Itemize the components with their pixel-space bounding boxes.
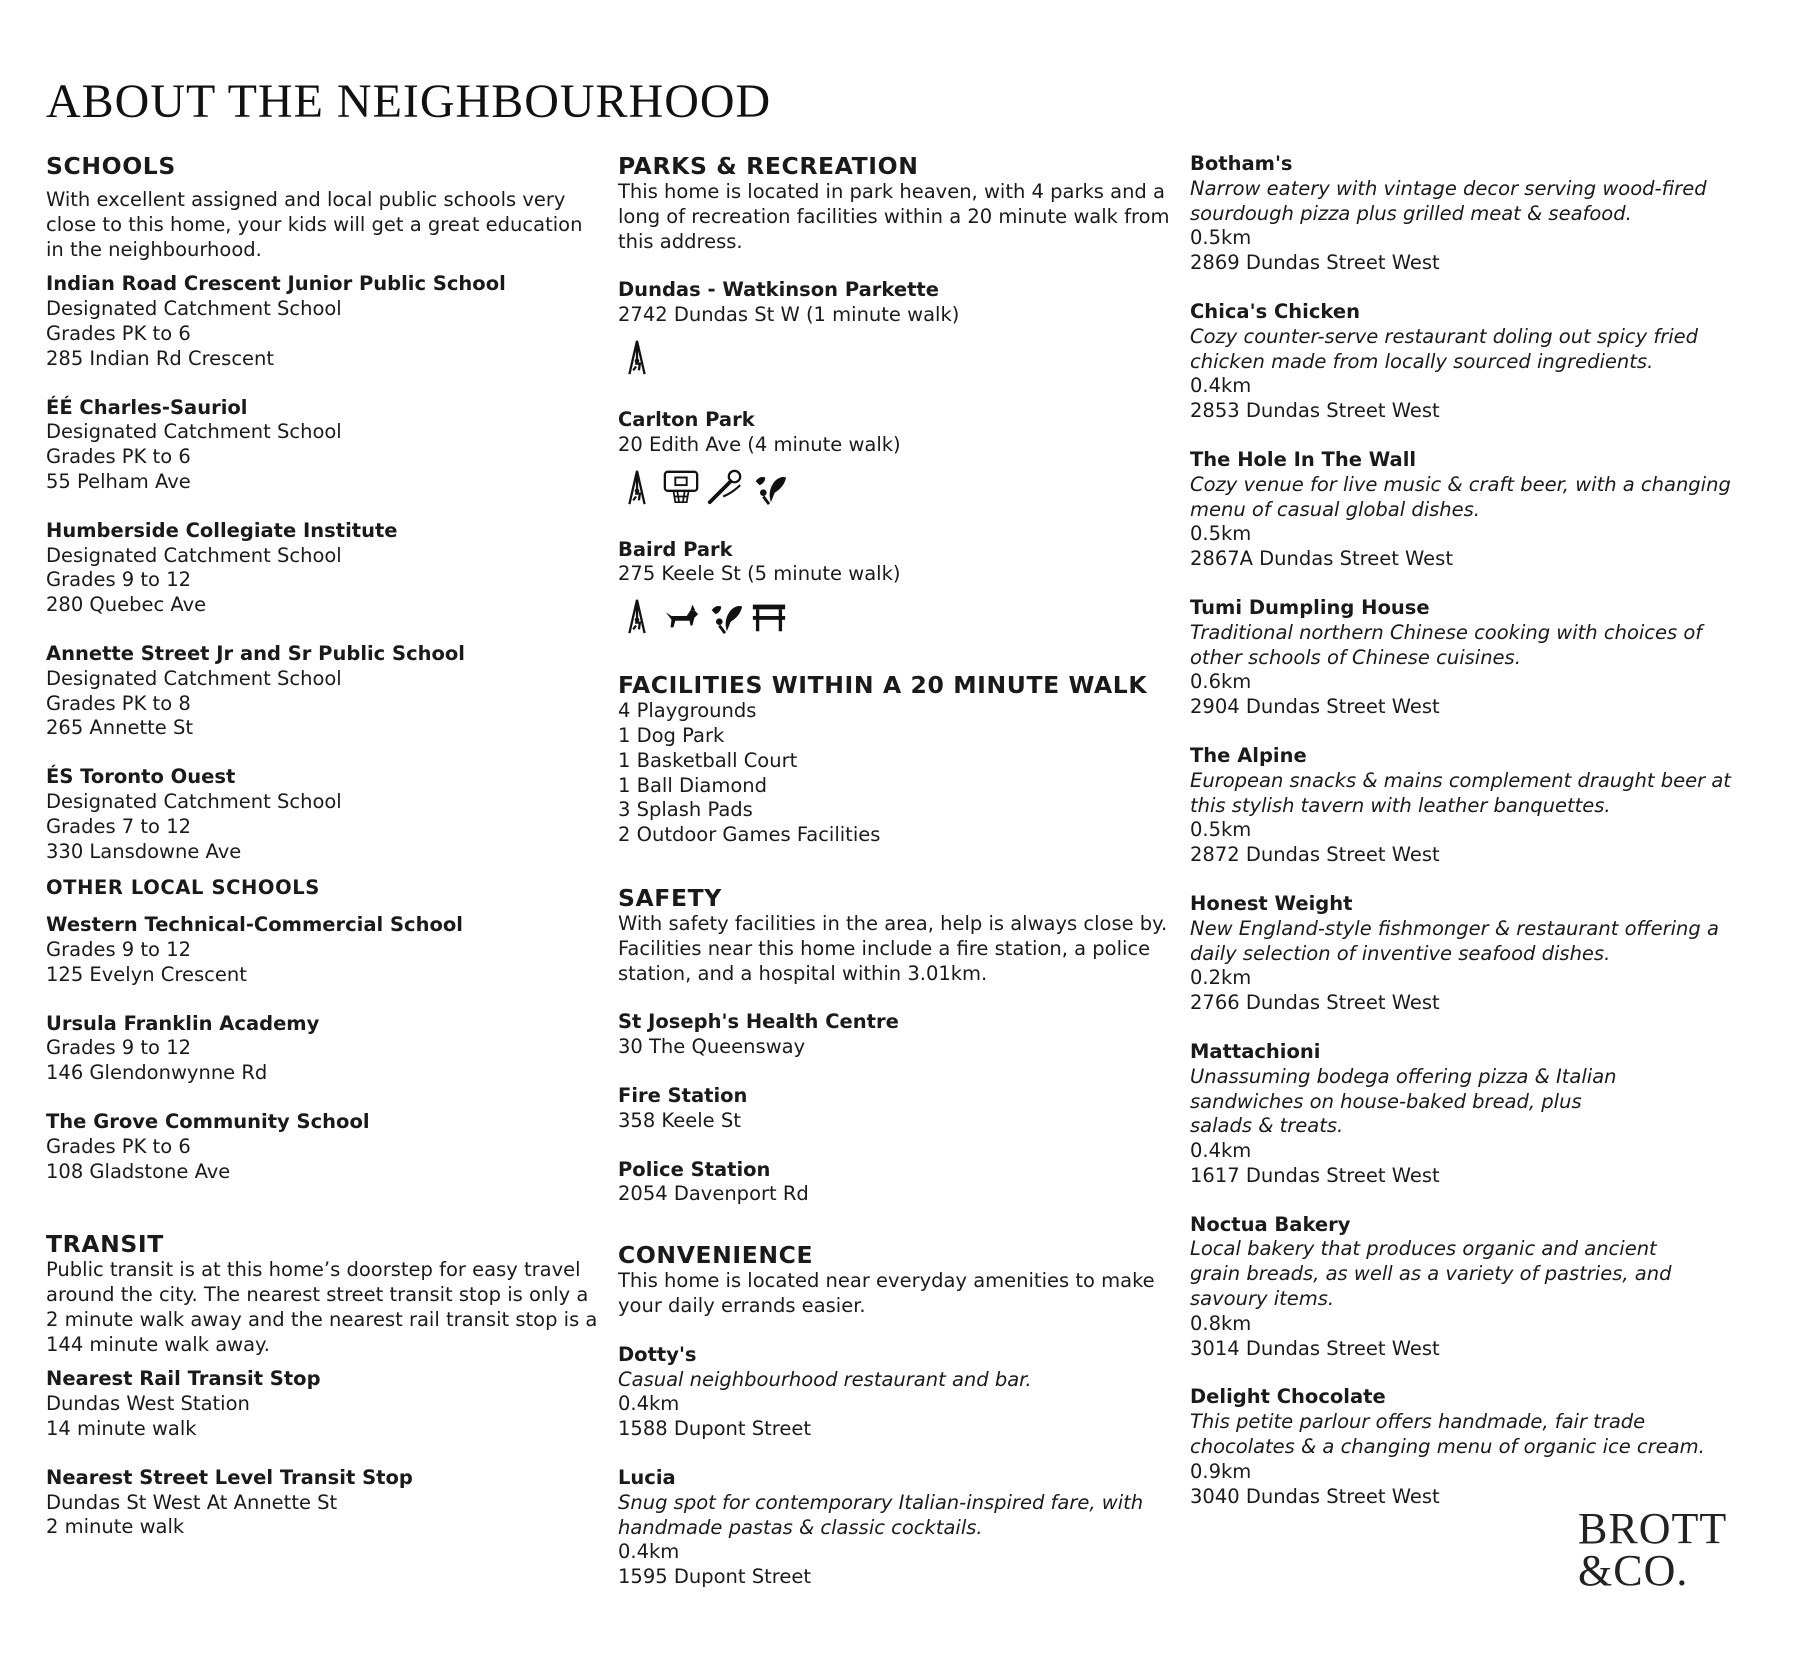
restaurant-description: European snacks & mains complement draught beer at this stylish tavern with leather banquettes. xyxy=(1190,768,1731,817)
transit-stop: Dundas St West At Annette St xyxy=(46,1490,338,1514)
facilities-heading: FACILITIES WITHIN A 20 MINUTE WALK xyxy=(618,671,1148,700)
school-item xyxy=(46,765,606,864)
transit-walk-time: 14 minute walk xyxy=(46,1417,197,1441)
restaurant-item xyxy=(1190,152,1750,276)
restaurant-description: Unassuming bodega offering pizza & Italian sandwiches on house-baked bread, plus salads & treats. xyxy=(1190,1064,1617,1138)
restaurant-distance: 0.2km xyxy=(1190,966,1252,990)
safety-address: 2054 Davenport Rd xyxy=(618,1182,809,1206)
facility-item: 3 Splash Pads xyxy=(618,798,753,822)
restaurant-name: Mattachioni xyxy=(1190,1039,1321,1063)
school-name: Indian Road Crescent Junior Public School xyxy=(46,272,506,296)
restaurant-distance: 0.5km xyxy=(1190,522,1252,546)
restaurant-name: Noctua Bakery xyxy=(1190,1212,1351,1236)
safety-address: 358 Keele St xyxy=(618,1108,741,1132)
logo-line-2: &CO. xyxy=(1578,1546,1689,1595)
restaurant-address: 2872 Dundas Street West xyxy=(1190,843,1440,867)
restaurant-item xyxy=(1190,300,1750,424)
convenience-name: Lucia xyxy=(618,1465,676,1489)
restaurant-name: Botham's xyxy=(1190,152,1293,175)
convenience-item xyxy=(618,1466,1178,1590)
convenience-distance: 0.4km xyxy=(618,1540,680,1564)
column-right xyxy=(1190,152,1750,1509)
transit-item xyxy=(46,1466,606,1540)
convenience-description: Casual neighbourhood restaurant and bar. xyxy=(618,1367,1032,1391)
playground-icon xyxy=(618,468,656,506)
restaurant-address: 2853 Dundas Street West xyxy=(1190,399,1440,423)
restaurant-distance: 0.5km xyxy=(1190,818,1252,842)
school-address: 55 Pelham Ave xyxy=(46,469,191,493)
school-grades: Grades 9 to 12 xyxy=(46,568,192,592)
school-item xyxy=(46,396,606,495)
school-address: 146 Glendonwynne Rd xyxy=(46,1061,268,1085)
school-name: The Grove Community School xyxy=(46,1109,370,1133)
safety-item xyxy=(618,1158,1178,1208)
parks-intro: This home is located in park heaven, with 4 parks and a long of recreation facilities within a 20 minute walk from this address. xyxy=(618,180,1170,253)
playground-icon xyxy=(618,597,656,635)
park-amenity-icons xyxy=(618,338,1178,376)
column-left xyxy=(46,152,606,1540)
restaurant-name: Chica's Chicken xyxy=(1190,299,1360,323)
restaurant-address: 2904 Dundas Street West xyxy=(1190,695,1440,719)
restaurant-item xyxy=(1190,1213,1750,1362)
restaurant-description: Local bakery that produces organic and ancient grain breads, as well as a variety of pastries, and savoury items. xyxy=(1190,1237,1672,1311)
restaurant-description: New England-style fishmonger & restaurant offering a daily selection of inventive seafood dishes. xyxy=(1190,916,1719,965)
convenience-item xyxy=(618,1343,1178,1442)
restaurant-distance: 0.4km xyxy=(1190,1139,1252,1163)
school-grades: Grades 9 to 12 xyxy=(46,937,192,961)
park-item xyxy=(618,278,1178,376)
school-address: 265 Annette St xyxy=(46,716,193,740)
convenience-address: 1595 Dupont Street xyxy=(618,1565,811,1589)
school-item xyxy=(46,642,606,741)
basketball-hoop-icon xyxy=(662,468,700,506)
park-item xyxy=(618,538,1178,636)
school-item xyxy=(46,272,606,371)
restaurant-item xyxy=(1190,448,1750,572)
school-name: Western Technical-Commercial School xyxy=(46,913,463,937)
restaurant-name: Honest Weight xyxy=(1190,891,1353,915)
school-designation: Designated Catchment School xyxy=(46,420,342,444)
school-name: Ursula Franklin Academy xyxy=(46,1011,320,1035)
school-name: ÉS Toronto Ouest xyxy=(46,765,236,789)
school-address: 330 Lansdowne Ave xyxy=(46,839,242,863)
picnic-table-icon xyxy=(750,597,788,635)
restaurant-distance: 0.9km xyxy=(1190,1459,1252,1483)
park-name: Carlton Park xyxy=(618,407,755,431)
splash-pad-icon xyxy=(750,468,788,506)
park-address: 2742 Dundas St W (1 minute walk) xyxy=(618,303,960,327)
transit-name: Nearest Street Level Transit Stop xyxy=(46,1465,413,1489)
safety-item xyxy=(618,1010,1178,1060)
school-grades: Grades 7 to 12 xyxy=(46,814,192,838)
schools-intro: With excellent assigned and local public schools very close to this home, your kids will get a great education in the neighbourhood. xyxy=(46,188,583,261)
facility-item: 1 Basketball Court xyxy=(618,748,798,772)
restaurant-distance: 0.6km xyxy=(1190,670,1252,694)
school-address: 108 Gladstone Ave xyxy=(46,1159,231,1183)
facility-item: 1 Dog Park xyxy=(618,723,725,747)
splash-pad-icon xyxy=(706,597,744,635)
school-item xyxy=(46,913,606,987)
school-grades: Grades 9 to 12 xyxy=(46,1036,192,1060)
school-designation: Designated Catchment School xyxy=(46,543,342,567)
safety-address: 30 The Queensway xyxy=(618,1035,806,1059)
safety-intro: With safety facilities in the area, help is always close by. Facilities near this home include a fire station, a police station, and a hospital within 3.01km. xyxy=(618,911,1168,985)
convenience-description: Snug spot for contemporary Italian-inspired fare, with handmade pastas & classic cocktails. xyxy=(618,1490,1144,1539)
brand-logo xyxy=(1578,1504,1728,1595)
parks-heading: PARKS & RECREATION xyxy=(618,152,919,180)
restaurant-address: 2766 Dundas Street West xyxy=(1190,991,1440,1015)
safety-heading: SAFETY xyxy=(618,883,722,912)
restaurant-name: Delight Chocolate xyxy=(1190,1385,1386,1409)
school-grades: Grades PK to 8 xyxy=(46,691,191,715)
school-name: ÉÉ Charles-Sauriol xyxy=(46,395,248,419)
park-name: Baird Park xyxy=(618,537,733,561)
restaurant-name: The Hole In The Wall xyxy=(1190,447,1417,471)
transit-heading: TRANSIT xyxy=(46,1230,164,1259)
school-item xyxy=(46,1012,606,1086)
restaurant-distance: 0.4km xyxy=(1190,374,1252,398)
school-name: Humberside Collegiate Institute xyxy=(46,518,398,542)
park-item xyxy=(618,408,1178,506)
facility-item: 1 Ball Diamond xyxy=(618,773,768,797)
logo-line-1: BROTT xyxy=(1578,1504,1728,1553)
convenience-heading: CONVENIENCE xyxy=(618,1241,814,1270)
other-schools-heading: OTHER LOCAL SCHOOLS xyxy=(46,876,320,900)
restaurant-address: 1617 Dundas Street West xyxy=(1190,1163,1440,1187)
restaurant-address: 2869 Dundas Street West xyxy=(1190,251,1440,275)
school-item xyxy=(46,1110,606,1184)
transit-stop: Dundas West Station xyxy=(46,1392,250,1416)
convenience-name: Dotty's xyxy=(618,1342,697,1366)
facility-item: 2 Outdoor Games Facilities xyxy=(618,823,881,847)
column-middle xyxy=(618,152,1178,1590)
facility-item: 4 Playgrounds xyxy=(618,699,757,723)
park-amenity-icons xyxy=(618,597,1178,635)
restaurant-description: This petite parlour offers handmade, fair trade chocolates & a changing menu of organic ice cream. xyxy=(1190,1410,1705,1459)
school-grades: Grades PK to 6 xyxy=(46,321,191,345)
restaurant-name: Tumi Dumpling House xyxy=(1190,595,1430,619)
school-designation: Designated Catchment School xyxy=(46,297,342,321)
school-designation: Designated Catchment School xyxy=(46,666,342,690)
school-grades: Grades PK to 6 xyxy=(46,1134,191,1158)
facilities-list xyxy=(618,699,1178,848)
schools-heading: SCHOOLS xyxy=(46,152,176,180)
restaurant-item xyxy=(1190,1040,1750,1189)
convenience-distance: 0.4km xyxy=(618,1392,680,1416)
school-address: 125 Evelyn Crescent xyxy=(46,962,247,986)
park-address: 275 Keele St (5 minute walk) xyxy=(618,562,901,586)
restaurant-item xyxy=(1190,892,1750,1016)
convenience-address: 1588 Dupont Street xyxy=(618,1417,811,1441)
safety-item xyxy=(618,1084,1178,1134)
playground-icon xyxy=(618,338,656,376)
convenience-intro: This home is located near everyday amenities to make your daily errands easier. xyxy=(618,1269,1155,1317)
transit-name: Nearest Rail Transit Stop xyxy=(46,1367,321,1391)
restaurant-distance: 0.8km xyxy=(1190,1311,1252,1335)
restaurant-item xyxy=(1190,744,1750,868)
baseball-icon xyxy=(706,468,744,506)
restaurant-description: Traditional northern Chinese cooking with choices of other schools of Chinese cuisines. xyxy=(1190,620,1703,669)
school-designation: Designated Catchment School xyxy=(46,789,342,813)
safety-name: St Joseph's Health Centre xyxy=(618,1010,899,1034)
school-address: 280 Quebec Ave xyxy=(46,593,207,617)
page-title: ABOUT THE NEIGHBOURHOOD xyxy=(46,75,772,128)
restaurant-name: The Alpine xyxy=(1190,743,1307,767)
transit-item xyxy=(46,1367,606,1441)
school-grades: Grades PK to 6 xyxy=(46,445,191,469)
dog-park-icon xyxy=(662,597,700,635)
safety-name: Police Station xyxy=(618,1157,771,1181)
safety-name: Fire Station xyxy=(618,1083,748,1107)
restaurant-address: 2867A Dundas Street West xyxy=(1190,547,1453,571)
school-name: Annette Street Jr and Sr Public School xyxy=(46,641,465,665)
restaurant-address: 3014 Dundas Street West xyxy=(1190,1336,1440,1360)
transit-walk-time: 2 minute walk xyxy=(46,1515,185,1539)
transit-intro: Public transit is at this home’s doorstep for easy travel around the city. The nearest street transit stop is only a 2 minute walk away and the nearest rail transit stop is a 144 minute walk away. xyxy=(46,1258,598,1356)
restaurant-description: Cozy venue for live music & craft beer, with a changing menu of casual global dishes. xyxy=(1190,472,1731,521)
school-item xyxy=(46,519,606,618)
park-amenity-icons xyxy=(618,468,1178,506)
restaurant-description: Narrow eatery with vintage decor serving wood-fired sourdough pizza plus grilled meat & seafood. xyxy=(1190,176,1707,225)
restaurant-item xyxy=(1190,596,1750,720)
park-name: Dundas - Watkinson Parkette xyxy=(618,278,939,302)
restaurant-item xyxy=(1190,1385,1750,1509)
school-address: 285 Indian Rd Crescent xyxy=(46,346,275,370)
park-address: 20 Edith Ave (4 minute walk) xyxy=(618,432,901,456)
restaurant-distance: 0.5km xyxy=(1190,226,1252,250)
restaurant-address: 3040 Dundas Street West xyxy=(1190,1484,1440,1508)
restaurant-description: Cozy counter-serve restaurant doling out spicy fried chicken made from locally sourced ingredients. xyxy=(1190,324,1699,373)
